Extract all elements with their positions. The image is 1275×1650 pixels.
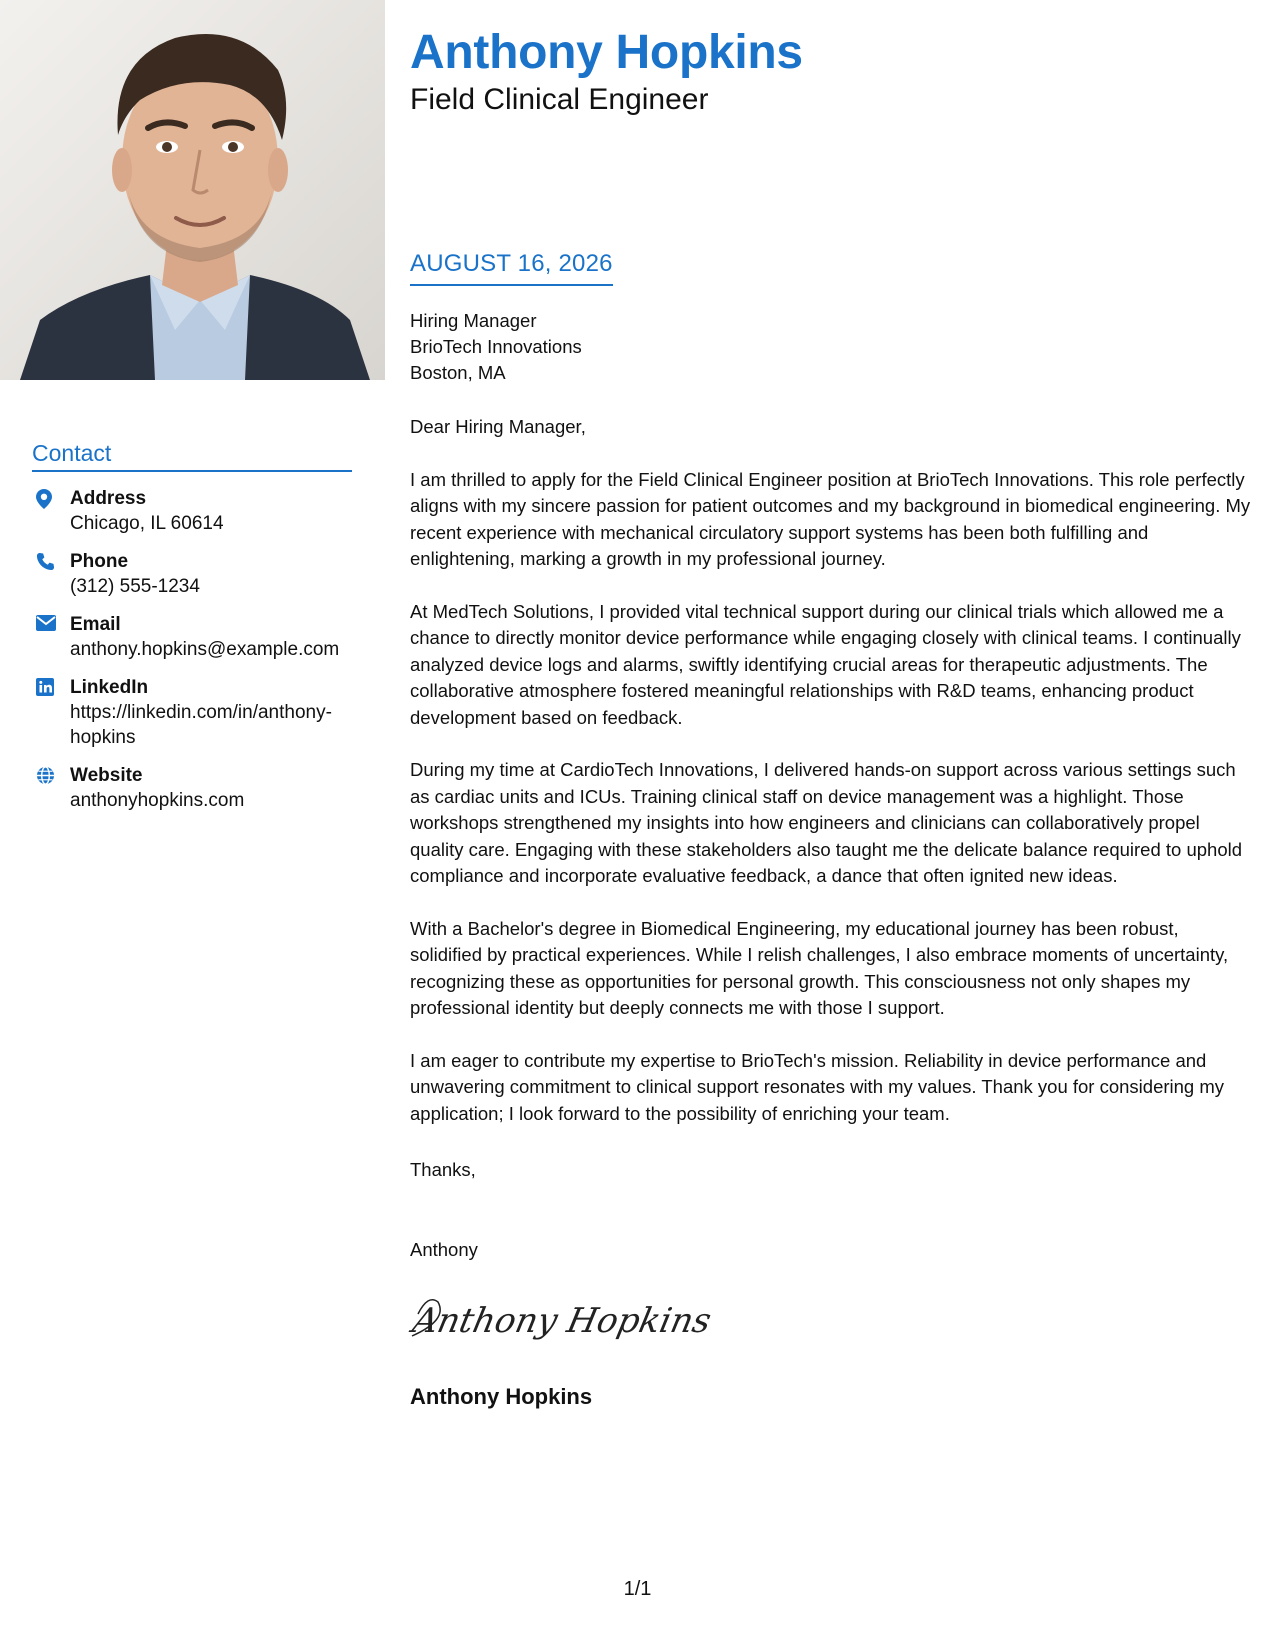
contact-item-phone [32,549,352,599]
body-paragraph: With a Bachelor's degree in Biomedical Engineering, my educational journey has been robust, solidified by practical experiences. While I relish challenges, I also embrace moments of uncertainty, recognizing these as opportunities for personal growth. This consciousness not only shapes my professional identity but deeply connects me with those I support. [410,917,1229,1018]
letter-body [410,414,1255,1153]
phone-icon [32,549,70,571]
contact-list [32,486,352,813]
letter-date: AUGUST 16, 2026 [410,248,613,286]
linkedin-icon [32,675,70,696]
closing: Thanks, [410,1159,476,1180]
contact-label: Address [70,488,147,509]
envelope-icon [32,612,70,631]
recipient-line: BrioTech Innovations [410,336,582,357]
contact-label: Email [70,614,121,635]
recipient-block [410,308,582,386]
page-number: 1/1 [623,1578,652,1600]
map-pin-icon [32,486,70,509]
handwritten-signature [408,1290,715,1350]
recipient-line: Hiring Manager [410,310,537,331]
sign-off-name: Anthony [410,1239,478,1260]
contact-item-website [32,763,352,813]
email-value[interactable]: anthony.hopkins@example.com [70,639,340,660]
svg-text:Anthony Hopkins: Anthony Hopkins [409,1301,715,1341]
website-value[interactable]: anthonyhopkins.com [70,790,245,811]
phone-value: (312) 555-1234 [70,576,200,597]
contact-label: Phone [70,551,129,572]
recipient-line: Boston, MA [410,362,506,383]
linkedin-value[interactable]: https://linkedin.com/in/anthony-hopkins [70,702,332,748]
profile-photo [0,0,385,380]
contact-heading: Contact [32,438,352,472]
applicant-name: Anthony Hopkins [410,26,803,79]
signed-name: Anthony Hopkins [410,1384,593,1409]
body-paragraph: At MedTech Solutions, I provided vital technical support during our clinical trials which allowed me a chance to directly monitor device performance while engaging closely with clinical teams. I continually analyzed device logs and alarms, swiftly identifying crucial areas for therapeutic adjustments. The collaborative atmosphere fostered meaningful relationships with R&D teams, enhancing product development based on feedback. [410,600,1241,728]
contact-label: Website [70,765,143,786]
globe-icon [32,763,70,785]
profile-photo-illustration [0,0,385,380]
header [410,22,1255,118]
body-paragraph: During my time at CardioTech Innovations, I delivered hands-on support across various settings such as cardiac units and ICUs. Training clinical staff on device management was a highlight. Those workshops strengthened my insights into how engineers and clinicians can collaboratively propel quality care. Engaging with these stakeholders also taught me the delicate balance required to uphold compliance and incorporate evaluative feedback, a dance that often ignited new ideas. [410,759,1243,886]
contact-label: LinkedIn [70,677,149,698]
contact-item-linkedin [32,675,352,750]
sidebar [32,438,352,826]
job-title: Field Clinical Engineer [410,83,709,116]
address-value: Chicago, IL 60614 [70,513,224,534]
contact-item-address [32,486,352,536]
salutation: Dear Hiring Manager, [410,416,586,437]
contact-item-email [32,612,352,662]
body-paragraph: I am thrilled to apply for the Field Clinical Engineer position at BrioTech Innovations. This role perfectly aligns with my sincere passion for patient outcomes and my background in biomedical engineering. My recent experience with mechanical circulatory support systems has been both fulfilling and enlightening, marking a growth in my professional journey. [410,468,1251,569]
body-paragraph: I am eager to contribute my expertise to BrioTech's mission. Reliability in device performance and unwavering commitment to clinical support resonates with my values. Thank you for considering my application; I look forward to the possibility of enriching your team. [410,1049,1225,1124]
